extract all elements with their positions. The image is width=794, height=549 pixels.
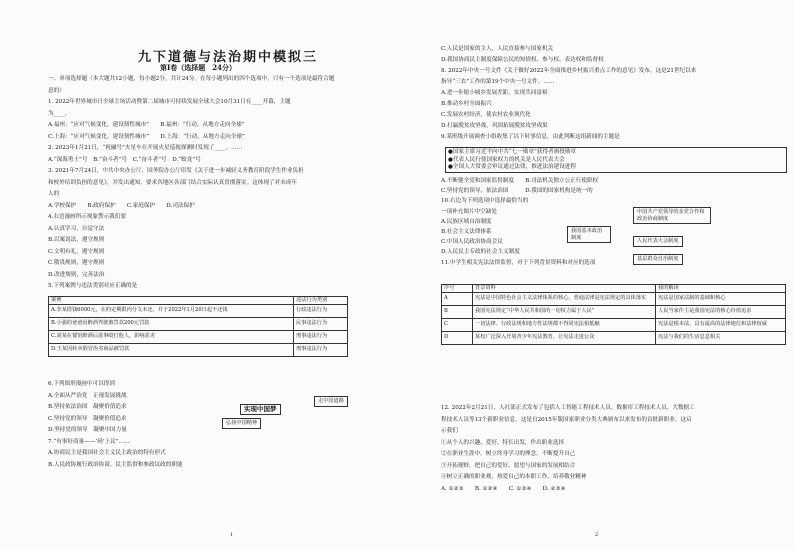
table-cell: 民事违法行为 (294, 317, 348, 330)
text-line: A.学校保护 B.政府保护 C.家庭保护 D.司法保护 (48, 202, 195, 209)
table-cell: D (442, 331, 473, 344)
table-row (442, 305, 786, 318)
text-line: 2. 2023年1月21日，“祝融号”火星车在开展火星巡视探测时发现了____。…… (48, 145, 243, 151)
diagram-left-box: 我国基本政治制度 (567, 226, 611, 243)
table-cell: A.李某借钱6000元，在约定期限内分文未还，并于2022年1月20日起不还钱 (49, 304, 294, 317)
text-line: ●国家主席习近平向中共“七一勋章”获得者颁授勋章 (448, 149, 577, 155)
text-line: 5.下列案例与违法类别对应正确的是 (48, 283, 138, 289)
table-q11 (441, 284, 786, 345)
table-cell: 我国宪法规定“中华人民共和国的一切权力属于人民” (473, 305, 656, 318)
table-cell: D.王某因转卖假冒伪劣商品被罚款 (49, 343, 294, 356)
text-line: B.坚持依法治国 凝聚价值追求 (48, 404, 127, 410)
table-header: 案例 (49, 297, 294, 305)
table-header: 背景资料 (473, 285, 656, 293)
exam-title: 九下道德与法治期中模拟三 (138, 50, 319, 65)
text-line: B.社会主义法律体系 (441, 229, 492, 235)
text-line: 和校外培训负担的意见》，并发出通知，要求各地区各部门结合实际认真贯彻落实。这体现了对未成年 (48, 179, 297, 186)
text-line: C.发展农村经济，使农村农业现代化 (441, 112, 531, 118)
text-line: A.全面从严治党 正视发展挑战 (48, 392, 127, 399)
diagram-right-box: 人民代表大会制度 (633, 236, 683, 247)
text-line: 3. 2021年7月24日，中共中央办公厅、国务院办公厅印发《关于进一步减轻义务教育阶段学生作业负担 (48, 168, 304, 174)
text-line: C.中国人民政治协商会议 (441, 239, 503, 246)
text-line: ④树立正确的职业观，热爱自己的本职工作，培养敬业精神 (441, 474, 587, 480)
table-header: 我的解读 (656, 285, 786, 293)
text-line: D.人民民主专政的社会主义制度 (441, 249, 520, 256)
text-line: B.以案说法，遵守规则 (48, 237, 105, 243)
table-cell: B.小强的爸爸因醉酒驾驶被罚款200元罚款 (49, 317, 294, 330)
text-line: B.人民政协履行政治协商、民主监督和参政议政的职能 (48, 461, 183, 468)
table-row (49, 317, 348, 330)
table-cell: C (442, 318, 473, 331)
text-line: 4.右边漫画所示现象警示我们要 (48, 214, 127, 220)
table-row (442, 331, 786, 344)
text-line: A.协商民主是我国社会主义民主政治的特有形式 (48, 450, 166, 456)
text-line: 意的） (48, 87, 65, 94)
news-box (445, 147, 787, 173)
right-page (405, 0, 794, 549)
text-line: D.打赢脱贫攻坚战，巩固拓展脱贫攻坚成果 (441, 123, 548, 129)
text-line: A.“深海勇士”号 B.“奋斗者”号 C.“奋斗者”号 D.“蛟龙”号 (48, 156, 201, 163)
section-subtitle: 第Ⅰ卷（选择题 24分） (160, 63, 237, 72)
table-cell: 宪法与我们的生活息息相关 (656, 331, 786, 344)
text-line: ●全国人大常委会审议通过法律，推进法治建设进程 (448, 164, 576, 170)
table-cell: A (442, 292, 473, 305)
text-line: C.上海：“应对气候变化，建设韧性城市” D.上海：“行动，从地方走向全球” (48, 133, 245, 140)
diagram-right-box: 中国共产党领导的多党合作和政治协商制度 (633, 207, 711, 224)
table-cell: 行政违法行为 (294, 304, 348, 317)
text-line: 人的 (48, 191, 60, 197)
text-line: 一项补充图片中空缺处 (441, 208, 497, 215)
text-line: D.改进规则，完善法治 (48, 271, 105, 278)
text-line: C.文明有礼，遵守规则 (48, 248, 105, 255)
table-cell: C.刘某在餐馆醉酒后滋事殴打他人，影响恶劣 (49, 330, 294, 343)
text-line: 1. 2022年世界城市日全球主场活动暨第二届城市可持续发展全球大会10月31日在____开幕，主题 (48, 99, 291, 105)
text-line: C.坚持党的领导，依法治国 D.我国的国家机构是统一的 (441, 188, 593, 195)
table-row (49, 343, 348, 356)
page-number: 1 (230, 532, 234, 538)
diagram-center: 实现中国梦 (240, 404, 281, 415)
table-row (49, 330, 348, 343)
text-line: 示我们 (441, 428, 458, 434)
table-row (442, 318, 786, 331)
text-line: 9.某班级开展调查小组收集了以下时事信息，由此判断这组新闻的主题是 (441, 134, 620, 140)
table-row (442, 292, 786, 305)
table-header: 违法行为类别 (294, 297, 348, 305)
text-line: A.不断健全党和国家监督制度 B.司法机关独立公正行使职权 (441, 178, 599, 184)
text-line: C.敬畏规则，遵守规则 (48, 260, 105, 266)
page-number: 2 (595, 532, 599, 538)
table-row (49, 304, 348, 317)
table-cell: 刑事违法行为 (294, 343, 348, 356)
text-line: 程技术人员等13个新职业信息，这是自2015年版国家职业分类大典颁布以来发布的首批新职业。这启 (441, 416, 692, 423)
text-line: 为____。 (48, 110, 71, 117)
text-line: D.坚持党的领导 凝聚中国力量 (48, 427, 127, 433)
table-cell: 人民当家作主是我国宪法的核心价值追求 (656, 305, 786, 318)
text-line: C.人民是国家的主人，人民直接参与国家机关 (441, 46, 554, 52)
table-cell: 一切法律、行政法规和地方性法规都不得同宪法相抵触 (473, 318, 656, 331)
text-line: ●代表人民行使国家权力的机关是人民代表大会 (448, 156, 565, 163)
diagram-right-box: 基层群众自治制度 (633, 254, 683, 265)
text-line: ③开拓视野，把自己的爱好、愿望与国家的发展相结合 (441, 462, 576, 469)
table-header: 序号 (442, 285, 473, 293)
text-line: B.推动乡村全面振兴 (441, 101, 492, 107)
text-line: 指导“三农”工作的第19个中央一号文件。…… (441, 79, 555, 85)
table-q5 (48, 296, 348, 357)
text-line: A.福州：“应对气候变化，建设韧性城市” B.福州：“行动，从地方走向全球” (48, 122, 245, 128)
text-line: 8. 2022年中央一号文件《关于做好2022年全面推进乡村振兴重点工作的意见》发布，这是21世纪以来 (441, 68, 697, 74)
text-line: A.民族区域自治制度 (441, 218, 492, 225)
text-line: ②在职业生涯中，树立终身学习的理念，不断提升自己 (441, 451, 576, 457)
table-cell: 刑事违法行为 (294, 330, 348, 343)
text-line: 一、单项选择题（本大题共12小题，每小题2分，共计24分。在每小题列出的四个选项中，只有一个选项是最符合题 (48, 76, 335, 82)
diagram-left: 弘扬中国精神 (222, 418, 261, 429)
text-line: C.坚持党的领导 凝聚价值追求 (48, 415, 127, 422)
table-cell: B (442, 305, 473, 318)
text-line: 7.“有事好商量——‘码’上议”…… (48, 438, 130, 445)
text-line: 11.中学生相关宪法法律监督，对于下列背景资料和对应的选项 (441, 259, 596, 266)
text-line: 10.右边为下列选项中选择最恰当的 (441, 198, 529, 205)
text-line: A. ①②③ B. ①②④ C. ①③④ D. ②③④ (441, 485, 566, 492)
text-line: 6.下列图形漫画中可以得到 (48, 381, 115, 387)
table-cell: 宪法是根本法，具有最高的法律地位和法律权威 (656, 318, 786, 331)
text-line: D.我国协商民主制度保障公民的知情权、参与权、表达权和监督权 (441, 57, 604, 63)
text-line: 12. 2022年2月21日，人社部正式发布了包括人工智能工程技术人员、数据库工程技术人员、大数据工 (441, 405, 695, 411)
text-line: A.认真学习，自觉守法 (48, 225, 105, 232)
text-line: ①从个人的兴趣、爱好、特长出发，作出职业选择 (441, 439, 565, 446)
table-cell: 某校广泛深入开展青少年宪法教育，让宪法走进公众 (473, 331, 656, 344)
diagram-right: 走中国道路 (314, 396, 348, 407)
table-cell: 宪法是中国特色社会主义法律体系的核心，普通法律是宪法规定的具体落实 (473, 292, 656, 305)
text-line: A.进一步缩小城乡发展差距，实现共同富裕 (441, 90, 548, 96)
table-cell: 宪法是国家法制的基础和核心 (656, 292, 786, 305)
